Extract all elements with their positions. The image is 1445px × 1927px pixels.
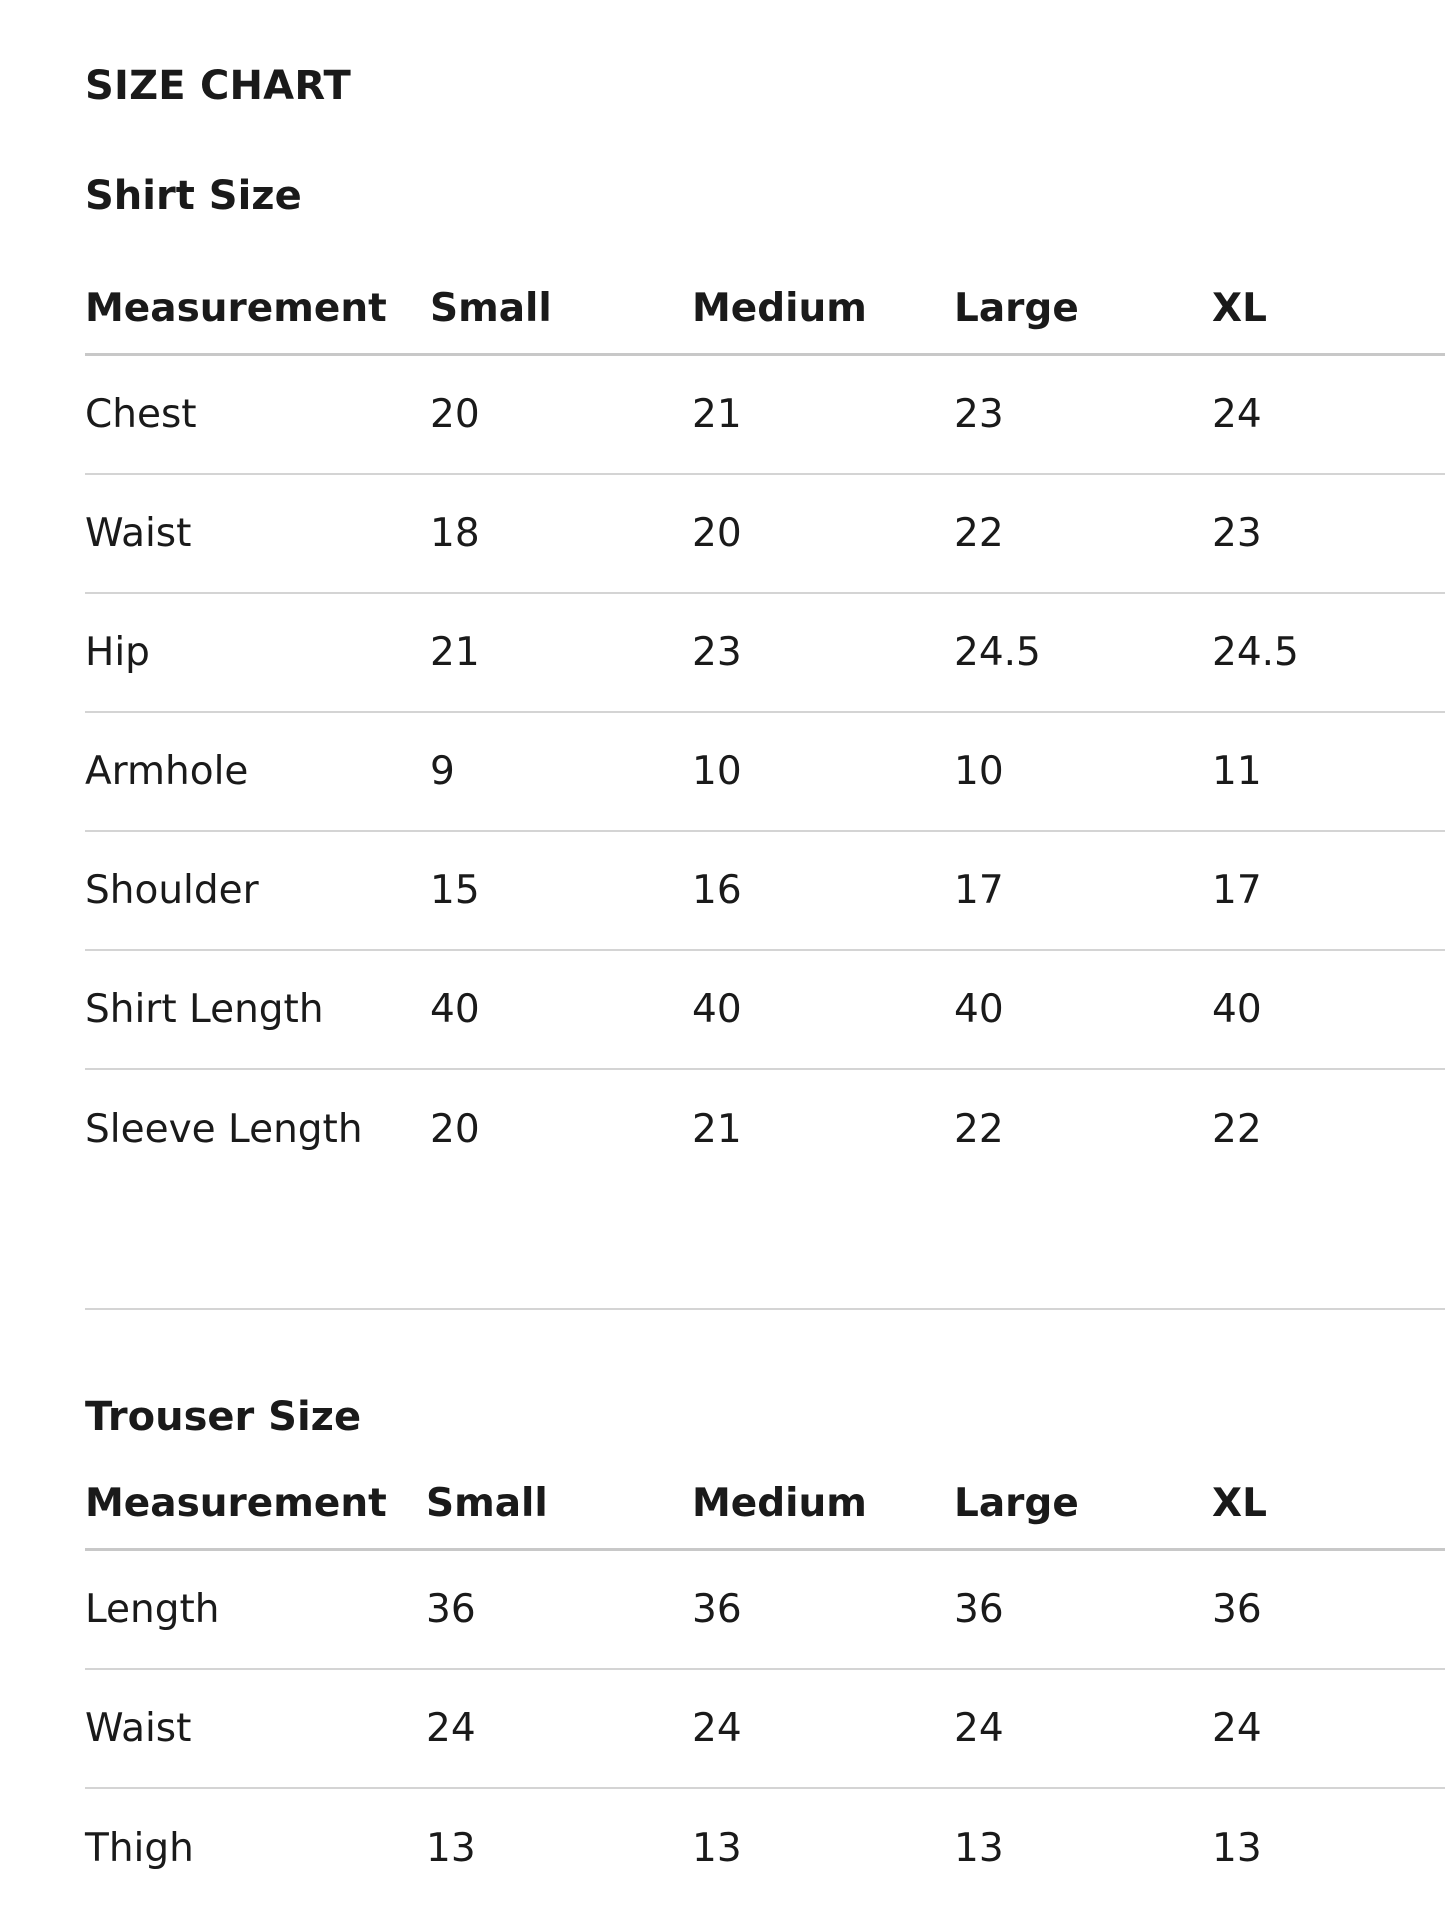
shirt-size-table bbox=[85, 282, 1445, 1189]
table-cell: 40 bbox=[430, 986, 480, 1032]
column-header: XL bbox=[1212, 1481, 1267, 1526]
measurement-label: Sleeve Length bbox=[85, 1106, 363, 1152]
table-cell: 13 bbox=[692, 1825, 742, 1871]
column-header: Large bbox=[954, 1481, 1079, 1526]
column-header: XL bbox=[1212, 286, 1267, 331]
shirt-size-heading: Shirt Size bbox=[85, 173, 302, 219]
table-cell: 20 bbox=[430, 1106, 480, 1152]
table-row bbox=[85, 832, 1445, 951]
table-cell: 20 bbox=[692, 510, 742, 556]
table-row bbox=[85, 594, 1445, 713]
table-cell: 36 bbox=[1212, 1586, 1262, 1632]
table-cell: 24 bbox=[954, 1705, 1004, 1751]
table-cell: 17 bbox=[954, 867, 1004, 913]
table-row bbox=[85, 1670, 1445, 1789]
table-cell: 22 bbox=[1212, 1106, 1262, 1152]
measurement-label: Shirt Length bbox=[85, 986, 324, 1032]
table-cell: 24 bbox=[692, 1705, 742, 1751]
table-cell: 13 bbox=[426, 1825, 476, 1871]
table-row bbox=[85, 713, 1445, 832]
column-header: Medium bbox=[692, 1481, 867, 1526]
table-cell: 24 bbox=[1212, 391, 1262, 437]
trouser-size-heading: Trouser Size bbox=[85, 1394, 362, 1440]
table-cell: 23 bbox=[1212, 510, 1262, 556]
measurement-label: Length bbox=[85, 1586, 220, 1632]
table-cell: 21 bbox=[692, 1106, 742, 1152]
table-row bbox=[85, 1070, 1445, 1189]
table-cell: 40 bbox=[1212, 986, 1262, 1032]
table-cell: 15 bbox=[430, 867, 480, 913]
table-cell: 13 bbox=[954, 1825, 1004, 1871]
table-cell: 24 bbox=[426, 1705, 476, 1751]
table-cell: 36 bbox=[426, 1586, 476, 1632]
column-header: Measurement bbox=[85, 1481, 387, 1526]
table-row bbox=[85, 356, 1445, 475]
column-header: Medium bbox=[692, 286, 867, 331]
table-cell: 9 bbox=[430, 748, 455, 794]
table-row bbox=[85, 1789, 1445, 1908]
page-title: SIZE CHART bbox=[85, 63, 352, 109]
table-cell: 40 bbox=[954, 986, 1004, 1032]
table-cell: 40 bbox=[692, 986, 742, 1032]
table-cell: 22 bbox=[954, 1106, 1004, 1152]
table-cell: 20 bbox=[430, 391, 480, 437]
column-header: Small bbox=[426, 1481, 548, 1526]
table-cell: 23 bbox=[954, 391, 1004, 437]
table-cell: 21 bbox=[430, 629, 480, 675]
table-cell: 17 bbox=[1212, 867, 1262, 913]
table-cell: 10 bbox=[954, 748, 1004, 794]
table-cell: 11 bbox=[1212, 748, 1262, 794]
table-cell: 24 bbox=[1212, 1705, 1262, 1751]
measurement-label: Armhole bbox=[85, 748, 249, 794]
table-cell: 10 bbox=[692, 748, 742, 794]
measurement-label: Thigh bbox=[85, 1825, 194, 1871]
table-header-row bbox=[85, 282, 1445, 356]
measurement-label: Shoulder bbox=[85, 867, 259, 913]
table-row bbox=[85, 1551, 1445, 1670]
table-cell: 36 bbox=[692, 1586, 742, 1632]
table-cell: 36 bbox=[954, 1586, 1004, 1632]
table-cell: 13 bbox=[1212, 1825, 1262, 1871]
section-divider bbox=[85, 1308, 1445, 1310]
table-cell: 24.5 bbox=[954, 629, 1041, 675]
trouser-size-table bbox=[85, 1477, 1445, 1908]
table-cell: 22 bbox=[954, 510, 1004, 556]
column-header: Measurement bbox=[85, 286, 387, 331]
table-cell: 24.5 bbox=[1212, 629, 1299, 675]
table-cell: 18 bbox=[430, 510, 480, 556]
table-row bbox=[85, 475, 1445, 594]
measurement-label: Waist bbox=[85, 1705, 192, 1751]
table-cell: 21 bbox=[692, 391, 742, 437]
column-header: Small bbox=[430, 286, 552, 331]
table-row bbox=[85, 951, 1445, 1070]
measurement-label: Hip bbox=[85, 629, 150, 675]
measurement-label: Waist bbox=[85, 510, 192, 556]
column-header: Large bbox=[954, 286, 1079, 331]
measurement-label: Chest bbox=[85, 391, 197, 437]
table-cell: 23 bbox=[692, 629, 742, 675]
table-header-row bbox=[85, 1477, 1445, 1551]
table-cell: 16 bbox=[692, 867, 742, 913]
